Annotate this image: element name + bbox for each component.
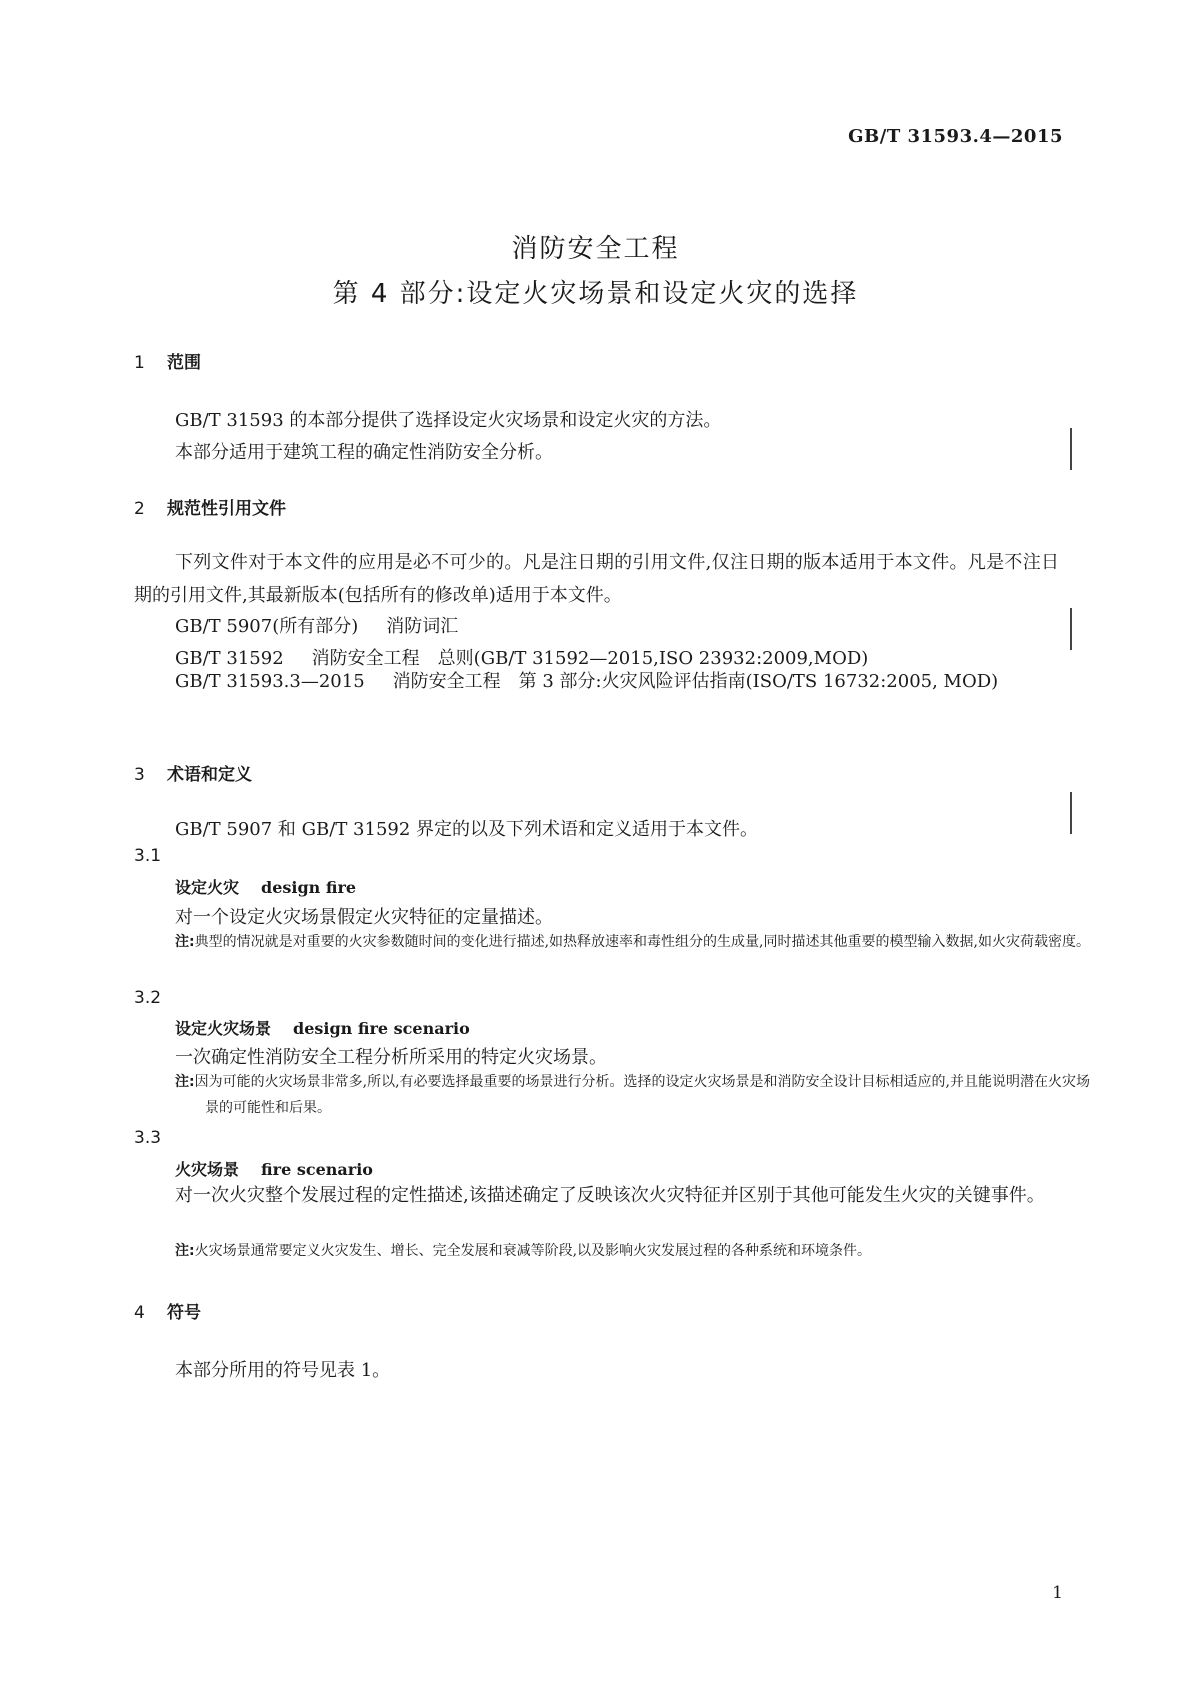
section-title: 术语和定义 [167, 765, 252, 785]
term-number: 3.3 [134, 1128, 162, 1148]
section-title: 规范性引用文件 [167, 499, 286, 519]
term-en: design fire [261, 878, 357, 897]
section-number: 3 [134, 765, 145, 785]
term-number: 3.1 [134, 846, 162, 866]
note-text: 因为可能的火灾场景非常多,所以,有必要选择最重要的场景进行分析。选择的设定火灾场景是和消防安全设计目标相适应的,并且能说明潜在火灾场景的可能性和后果。 [194, 1074, 1090, 1116]
term-definition: 一次确定性消防安全工程分析所采用的特定火灾场景。 [175, 1047, 607, 1068]
note-label: 注: [175, 934, 195, 950]
section-number: 4 [134, 1303, 145, 1323]
term-en: design fire scenario [293, 1019, 470, 1038]
term-definition: 对一个设定火灾场景假定火灾特征的定量描述。 [175, 907, 553, 928]
term-number: 3.2 [134, 988, 162, 1008]
note-label: 注: [175, 1074, 195, 1090]
document-title: 消防安全工程 [511, 234, 680, 264]
document-subtitle: 第 4 部分:设定火灾场景和设定火灾的选择 [332, 279, 859, 309]
reference-code: GB/T 5907(所有部分) [175, 616, 359, 637]
reference-code: GB/T 31592 [175, 648, 284, 669]
note-label: 注: [175, 1243, 195, 1259]
normative-references-intro: 下列文件对于本文件的应用是必不可少的。凡是注日期的引用文件,仅注日期的版本适用于本文件。凡是不注日期的引用文件,其最新版本(包括所有的修改单)适用于本文件。 [134, 552, 1059, 606]
term-definition: 对一次火灾整个发展过程的定性描述,该描述确定了反映该次火灾特征并区别于其他可能发生火灾的关键事件。 [175, 1185, 1045, 1206]
scope-paragraph-2: 本部分适用于建筑工程的确定性消防安全分析。 [175, 442, 553, 463]
standard-number: GB/T 31593.4—2015 [848, 126, 1063, 147]
section-3-heading [134, 760, 252, 785]
reference-title: 消防词汇 [386, 616, 459, 637]
page-number: 1 [1052, 1583, 1063, 1603]
term-note [175, 1069, 1090, 1121]
section-number: 2 [134, 499, 145, 519]
section-2-heading [134, 494, 286, 519]
section-1-heading [134, 348, 201, 373]
term-name [175, 1016, 470, 1039]
term-zh: 设定火灾场景 [175, 1019, 272, 1038]
note-text: 火灾场景通常要定义火灾发生、增长、完全发展和衰减等阶段,以及影响火灾发展过程的各种系统和环境条件。 [194, 1243, 872, 1259]
term-name [175, 1157, 373, 1180]
term-en: fire scenario [261, 1160, 373, 1179]
scope-paragraph-1: GB/T 31593 的本部分提供了选择设定火灾场景和设定火灾的方法。 [175, 410, 722, 431]
reference-title: 消防安全工程 总则(GB/T 31592—2015,ISO 23932:2009,MOD) [311, 648, 869, 669]
terms-intro: GB/T 5907 和 GB/T 31592 界定的以及下列术语和定义适用于本文件。 [175, 819, 759, 840]
reference-title: 消防安全工程 第 3 部分:火灾风险评估指南(ISO/TS 16732:2005, MOD) [392, 671, 999, 692]
revision-bar [1070, 608, 1072, 650]
reference-item [134, 665, 1059, 698]
reference-code: GB/T 31593.3—2015 [175, 671, 365, 692]
note-text: 典型的情况就是对重要的火灾参数随时间的变化进行描述,如热释放速率和毒性组分的生成量,同时描述其他重要的模型输入数据,如火灾荷载密度。 [194, 934, 1090, 950]
section-4-heading [134, 1298, 201, 1323]
term-note [175, 929, 1090, 955]
revision-bar [1070, 792, 1072, 834]
reference-item [175, 612, 458, 638]
section-number: 1 [134, 353, 145, 373]
term-note [175, 1238, 1090, 1264]
term-name [175, 875, 356, 898]
revision-bar [1070, 428, 1072, 470]
term-zh: 火灾场景 [175, 1160, 240, 1179]
section-title: 符号 [167, 1303, 201, 1323]
symbols-paragraph: 本部分所用的符号见表 1。 [175, 1360, 391, 1381]
section-title: 范围 [167, 353, 201, 373]
term-zh: 设定火灾 [175, 878, 240, 897]
